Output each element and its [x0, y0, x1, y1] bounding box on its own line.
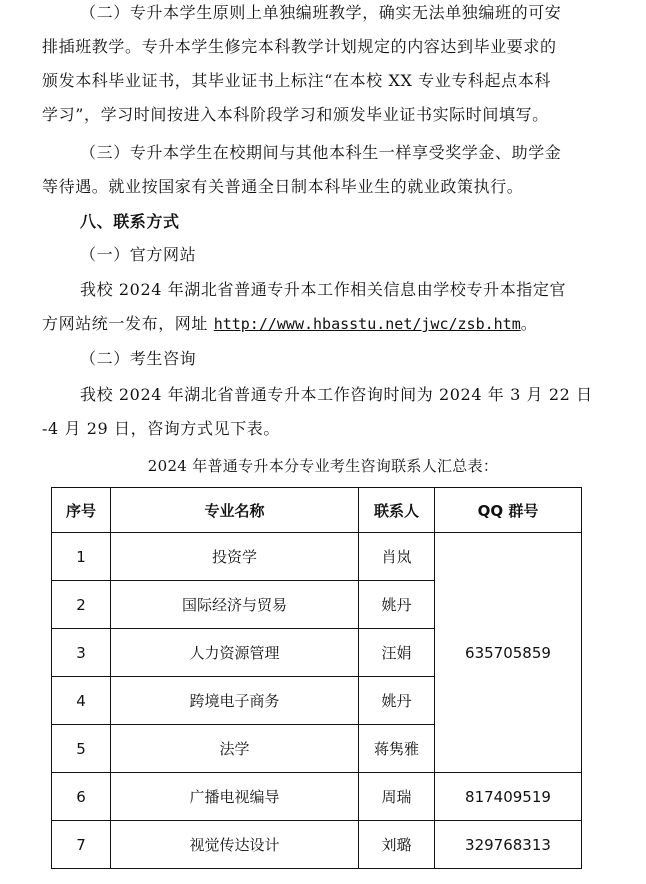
paragraph-line: （二）专升本学生原则上单独编班教学，确实无法单独编班的可安	[80, 3, 562, 22]
table-row	[52, 821, 582, 869]
cell-contact: 周瑞	[359, 773, 435, 821]
subsection-heading: （一）官方网站	[80, 245, 197, 264]
table-row	[52, 533, 582, 581]
cell-qq-group: 329768313	[435, 821, 582, 869]
cell-major: 国际经济与贸易	[111, 581, 359, 629]
paragraph-line: 颁发本科毕业证书，其毕业证书上标注“在本校 XX 专业专科起点本科	[42, 71, 551, 90]
cell-qq-group: 817409519	[435, 773, 582, 821]
paragraph-line: 我校 2024 年湖北省普通专升本工作相关信息由学校专升本指定官	[80, 280, 567, 299]
cell-contact: 汪娟	[359, 629, 435, 677]
header-index: 序号	[52, 488, 111, 533]
cell-index: 4	[52, 677, 111, 725]
paragraph-line: -4 月 29 日，咨询方式见下表。	[42, 419, 281, 438]
cell-contact: 肖岚	[359, 533, 435, 581]
paragraph-line: 排插班教学。专升本学生修完本科教学计划规定的内容达到毕业要求的	[42, 37, 557, 56]
paragraph-text: 。	[520, 314, 538, 333]
paragraph-line: 等待遇。就业按国家有关普通全日制本科毕业生的就业政策执行。	[42, 177, 524, 196]
cell-contact: 姚丹	[359, 581, 435, 629]
cell-index: 3	[52, 629, 111, 677]
cell-qq-group: 635705859	[435, 533, 582, 773]
table-row	[52, 773, 582, 821]
cell-major: 法学	[111, 725, 359, 773]
paragraph-text: 方网站统一发布，网址	[42, 314, 214, 333]
paragraph-line	[42, 313, 537, 335]
cell-index: 6	[52, 773, 111, 821]
paragraph-line: 学习”，学习时间按进入本科阶段学习和颁发毕业证书实际时间填写。	[42, 105, 549, 124]
header-contact: 联系人	[359, 488, 435, 533]
cell-major: 视觉传达设计	[111, 821, 359, 869]
table-header-row	[52, 488, 582, 533]
cell-index: 7	[52, 821, 111, 869]
cell-major: 跨境电子商务	[111, 677, 359, 725]
cell-index: 2	[52, 581, 111, 629]
cell-index: 1	[52, 533, 111, 581]
cell-contact: 蒋隽雅	[359, 725, 435, 773]
paragraph-line: （三）专升本学生在校期间与其他本科生一样享受奖学金、助学金	[80, 143, 562, 162]
cell-major: 广播电视编导	[111, 773, 359, 821]
header-qq-group: QQ 群号	[435, 488, 582, 533]
header-major: 专业名称	[111, 488, 359, 533]
section-heading: 八、联系方式	[80, 212, 180, 231]
subsection-heading: （二）考生咨询	[80, 349, 197, 368]
paragraph-line: 我校 2024 年湖北省普通专升本工作咨询时间为 2024 年 3 月 22 日	[80, 385, 593, 404]
cell-major: 投资学	[111, 533, 359, 581]
table-caption: 2024 年普通专升本分专业考生咨询联系人汇总表：	[147, 457, 499, 475]
website-link[interactable]: http://www.hbasstu.net/jwc/zsb.htm	[213, 315, 521, 333]
cell-contact: 姚丹	[359, 677, 435, 725]
cell-contact: 刘璐	[359, 821, 435, 869]
contacts-table	[51, 487, 582, 869]
cell-index: 5	[52, 725, 111, 773]
cell-major: 人力资源管理	[111, 629, 359, 677]
